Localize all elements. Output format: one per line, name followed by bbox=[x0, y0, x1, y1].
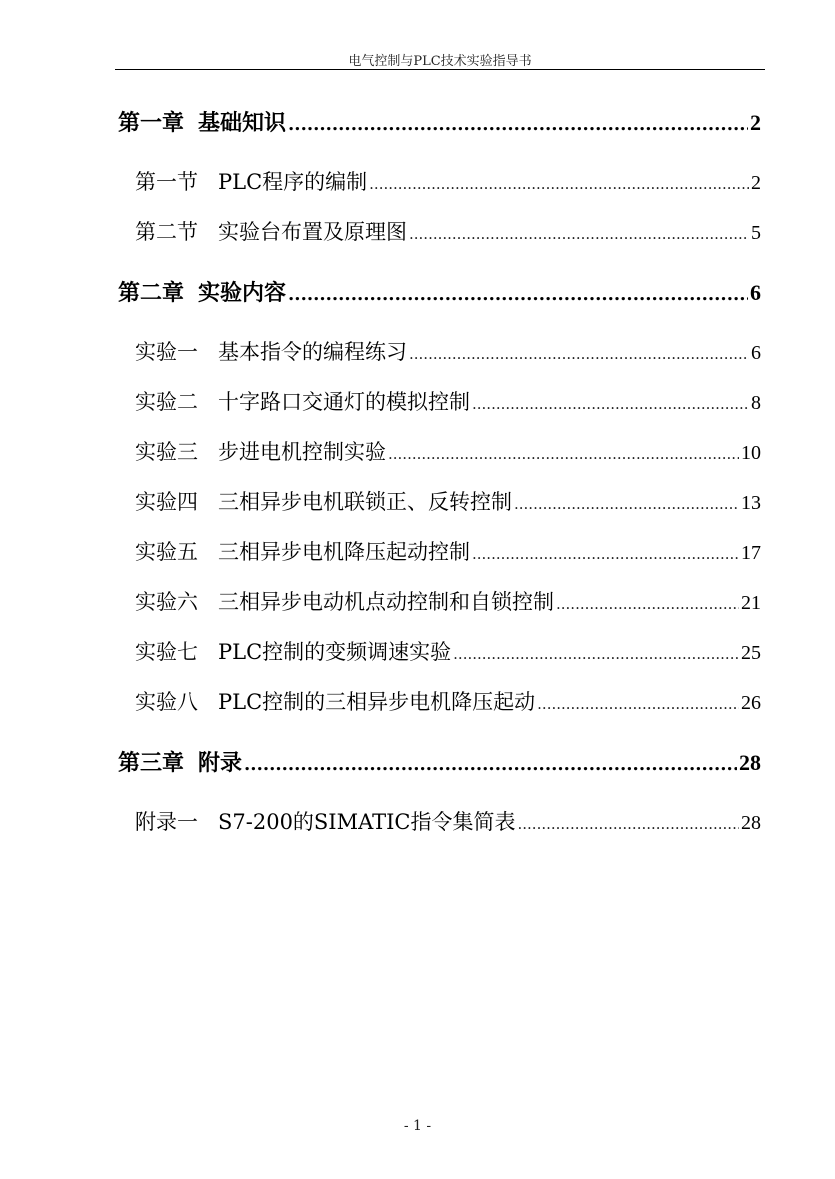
toc-entry-number: 实验八 bbox=[135, 690, 198, 714]
toc-section-entry[interactable] bbox=[135, 686, 761, 716]
toc-entry-title: 三相异步电机联锁正、反转控制 bbox=[218, 490, 512, 514]
toc-entry-number: 实验七 bbox=[135, 640, 198, 664]
toc-entry-page: 2 bbox=[750, 110, 761, 135]
toc-entry-page: 26 bbox=[741, 692, 761, 714]
toc-dot-leader bbox=[244, 754, 737, 775]
toc-entry-number: 实验六 bbox=[135, 590, 198, 614]
toc-entry-title: 附录 bbox=[198, 750, 243, 776]
toc-entry-title: S7-200的SIMATIC指令集简表 bbox=[218, 810, 516, 834]
toc-section-entry[interactable] bbox=[135, 586, 761, 616]
toc-entry-number: 实验三 bbox=[135, 440, 198, 464]
toc-dot-leader bbox=[518, 815, 740, 833]
toc-section-entry[interactable] bbox=[135, 486, 761, 516]
toc-entry-title: 实验台布置及原理图 bbox=[218, 220, 407, 244]
toc-dot-leader bbox=[388, 445, 739, 463]
toc-section-entry[interactable] bbox=[135, 166, 761, 196]
toc-section-entry[interactable] bbox=[135, 536, 761, 566]
toc-entry-page: 5 bbox=[751, 222, 761, 244]
toc-entry-title: 基础知识 bbox=[198, 110, 287, 136]
toc-dot-leader bbox=[556, 595, 739, 613]
toc-entry-number: 第二章 bbox=[118, 280, 185, 306]
toc-entry-number: 第二节 bbox=[135, 220, 198, 244]
toc-entry-number: 第一章 bbox=[118, 110, 185, 136]
page-number: - 1 - bbox=[403, 1118, 432, 1134]
toc-entry-title: PLC控制的三相异步电机降压起动 bbox=[218, 690, 536, 714]
toc-dot-leader bbox=[472, 395, 749, 413]
toc-entry-page: 17 bbox=[741, 542, 761, 564]
toc-entry-number: 第一节 bbox=[135, 170, 198, 194]
toc-entry-title: 基本指令的编程练习 bbox=[218, 340, 407, 364]
toc-dot-leader bbox=[409, 345, 749, 363]
toc-entry-page: 6 bbox=[751, 342, 761, 364]
running-header: 电气控制与PLC技术实验指导书 bbox=[348, 54, 532, 69]
toc-entry-page: 28 bbox=[739, 750, 761, 775]
toc-entry-title: PLC控制的变频调速实验 bbox=[218, 640, 452, 664]
toc-dot-leader bbox=[369, 175, 749, 193]
toc-section-entry[interactable] bbox=[135, 216, 761, 246]
toc-dot-leader bbox=[288, 114, 748, 135]
toc-section-entry[interactable] bbox=[135, 806, 761, 836]
toc-section-entry[interactable] bbox=[135, 636, 761, 666]
toc-dot-leader bbox=[453, 645, 739, 663]
toc-entry-number: 第三章 bbox=[118, 750, 185, 776]
toc-entry-page: 21 bbox=[741, 592, 761, 614]
toc-chapter-entry[interactable] bbox=[118, 746, 761, 777]
toc-dot-leader bbox=[409, 225, 749, 243]
toc-entry-number: 实验四 bbox=[135, 490, 198, 514]
toc-section-entry[interactable] bbox=[135, 336, 761, 366]
toc-entry-number: 实验五 bbox=[135, 540, 198, 564]
toc-entry-title: 步进电机控制实验 bbox=[218, 440, 386, 464]
toc-entry-page: 10 bbox=[741, 442, 761, 464]
toc-entry-title: PLC程序的编制 bbox=[218, 170, 368, 194]
toc-entry-page: 13 bbox=[741, 492, 761, 514]
toc-entry-page: 8 bbox=[751, 392, 761, 414]
toc-dot-leader bbox=[288, 284, 748, 305]
toc-entry-page: 28 bbox=[741, 812, 761, 834]
toc-section-entry[interactable] bbox=[135, 436, 761, 466]
toc-entry-page: 2 bbox=[751, 172, 761, 194]
toc-entry-title: 三相异步电动机点动控制和自锁控制 bbox=[218, 590, 554, 614]
toc-entry-number: 附录一 bbox=[135, 810, 198, 834]
toc-dot-leader bbox=[514, 495, 739, 513]
toc-dot-leader bbox=[472, 545, 739, 563]
toc-entry-number: 实验二 bbox=[135, 390, 198, 414]
toc-entry-title: 实验内容 bbox=[198, 280, 287, 306]
toc-entry-number: 实验一 bbox=[135, 340, 198, 364]
toc-chapter-entry[interactable] bbox=[118, 106, 761, 137]
toc-entry-page: 25 bbox=[741, 642, 761, 664]
toc-entry-title: 十字路口交通灯的模拟控制 bbox=[218, 390, 470, 414]
toc-section-entry[interactable] bbox=[135, 386, 761, 416]
toc-dot-leader bbox=[537, 695, 739, 713]
toc-chapter-entry[interactable] bbox=[118, 276, 761, 307]
toc-entry-title: 三相异步电机降压起动控制 bbox=[218, 540, 470, 564]
toc-entry-page: 6 bbox=[750, 280, 761, 305]
